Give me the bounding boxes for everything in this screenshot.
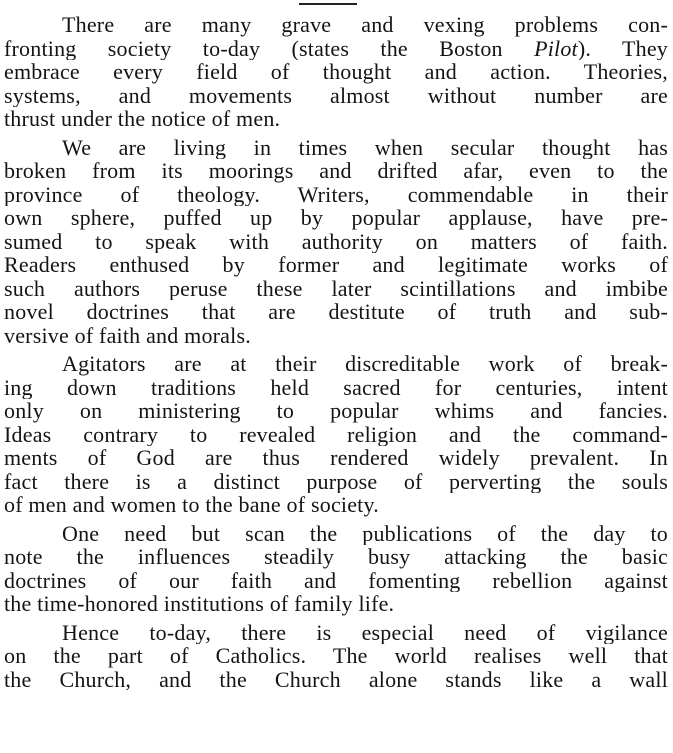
text-line: fact there is a distinct purpose of perverting the souls [4,469,668,493]
text-line: ments of God are thus rendered widely prevalent. In [4,446,668,470]
text-line: There are many grave and vexing problems con- [62,13,668,37]
text-line: systems, and movements almost without number are [4,83,668,107]
text-line: own sphere, puffed up by popular applause, have pre- [4,206,668,230]
paragraph-1 [4,13,668,131]
text-line: We are living in times when secular thought has [62,135,668,159]
text-line: on the part of Catholics. The world realises well that [4,644,668,668]
text-line: One need but scan the publications of the day to [62,521,668,545]
text-line: Agitators are at their discreditable work of break- [62,352,668,376]
text-line: thrust under the notice of men. [4,107,281,131]
publication-name-italic: Pilot [534,36,578,60]
header-divider-rule [299,3,357,5]
paragraph-5 [4,621,668,692]
text-line: the time-honored institutions of family life. [4,592,395,616]
text-line: Readers enthused by former and legitimate works of [4,253,668,277]
text-line: province of theology. Writers, commendable in their [4,182,668,206]
paragraph-3 [4,352,668,517]
text-line: novel doctrines that are destitute of truth and sub- [4,300,668,324]
text-line: sumed to speak with authority on matters of faith. [4,229,668,253]
text-line: ing down traditions held sacred for centuries, intent [4,375,668,399]
text-line: versive of faith and morals. [4,323,251,347]
text-line: only on ministering to popular whims and fancies. [4,399,668,423]
text-line: the Church, and the Church alone stands like a wall [4,667,668,691]
text-line: such authors peruse these later scintillations and imbibe [4,276,668,300]
text-line-with-italic: fronting society to-day (states the Boston Pilot). They [4,36,668,60]
text-line: embrace every field of thought and action. Theories, [4,60,668,84]
text-line: of men and women to the bane of society. [4,493,379,517]
paragraph-2 [4,136,668,348]
article-body [4,13,668,696]
paragraph-4 [4,522,668,616]
text-line: doctrines of our faith and fomenting rebellion against [4,568,668,592]
text-line: Hence to-day, there is especial need of vigilance [62,620,668,644]
text-line: Ideas contrary to revealed religion and the command- [4,422,668,446]
text-line: note the influences steadily busy attacking the basic [4,545,668,569]
text-line: broken from its moorings and drifted afar, even to the [4,159,668,183]
